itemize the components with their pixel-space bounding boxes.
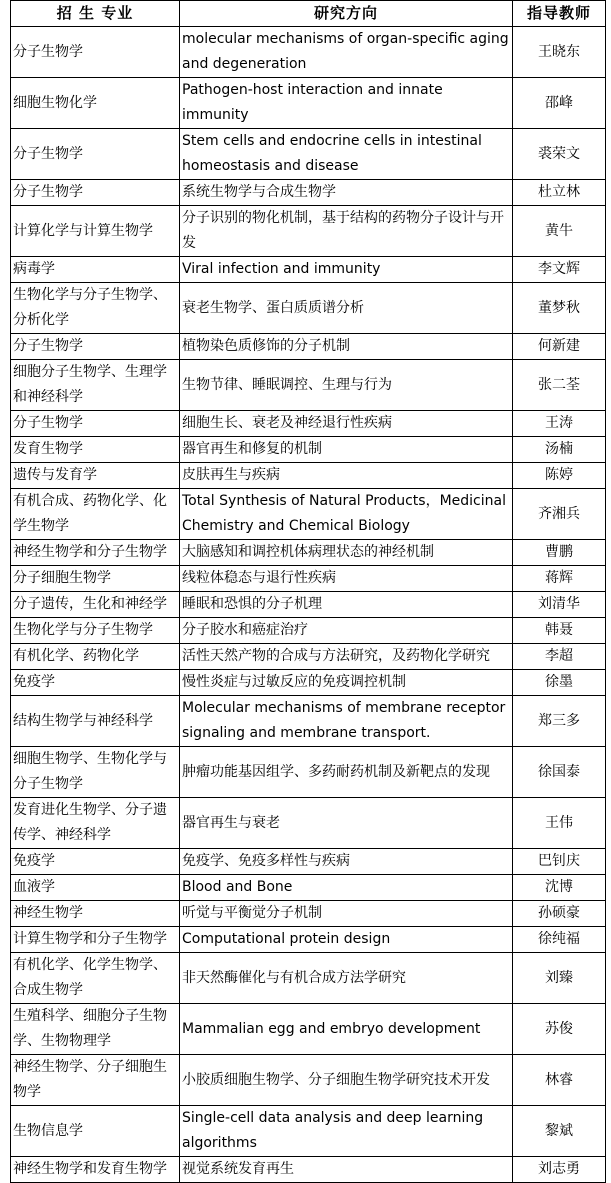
header-direction: 研究方向 <box>180 1 513 27</box>
direction-cell: 线粒体稳态与退行性疾病 <box>180 566 513 592</box>
teacher-cell: 刘清华 <box>513 592 606 618</box>
major-cell: 神经生物学 <box>11 901 180 927</box>
major-cell: 发育进化生物学、分子遗传学、神经科学 <box>11 798 180 849</box>
major-cell: 发育生物学 <box>11 437 180 463</box>
teacher-cell: 林睿 <box>513 1055 606 1106</box>
table-row <box>11 1055 606 1106</box>
teacher-cell: 郑三多 <box>513 696 606 747</box>
major-cell: 分子生物学 <box>11 334 180 360</box>
teacher-cell: 苏俊 <box>513 1004 606 1055</box>
major-cell: 有机化学、药物化学 <box>11 644 180 670</box>
teacher-cell: 孙硕豪 <box>513 901 606 927</box>
major-cell: 分子生物学 <box>11 180 180 206</box>
teacher-cell: 何新建 <box>513 334 606 360</box>
teacher-cell: 张二荃 <box>513 360 606 411</box>
major-cell: 分子遗传，生化和神经学 <box>11 592 180 618</box>
major-cell: 有机化学、化学生物学、合成生物学 <box>11 953 180 1004</box>
direction-cell: 肿瘤功能基因组学、多药耐药机制及新靶点的发现 <box>180 747 513 798</box>
direction-cell: 衰老生物学、蛋白质质谱分析 <box>180 283 513 334</box>
faculty-table <box>10 0 606 1183</box>
table-row <box>11 875 606 901</box>
direction-cell: Computational protein design <box>180 927 513 953</box>
direction-cell: 分子识别的物化机制，基于结构的药物分子设计与开发 <box>180 206 513 257</box>
table-row <box>11 180 606 206</box>
table-row <box>11 670 606 696</box>
table-body <box>11 27 606 1183</box>
direction-cell: Pathogen-host interaction and innate immunity <box>180 78 513 129</box>
table-row <box>11 901 606 927</box>
teacher-cell: 邵峰 <box>513 78 606 129</box>
table-row <box>11 1004 606 1055</box>
table-row <box>11 747 606 798</box>
table-row <box>11 283 606 334</box>
table-row <box>11 592 606 618</box>
teacher-cell: 李文辉 <box>513 257 606 283</box>
major-cell: 神经生物学和发育生物学 <box>11 1157 180 1183</box>
teacher-cell: 徐国泰 <box>513 747 606 798</box>
direction-cell: 大脑感知和调控机体病理状态的神经机制 <box>180 540 513 566</box>
major-cell: 血液学 <box>11 875 180 901</box>
teacher-cell: 李超 <box>513 644 606 670</box>
table-row <box>11 489 606 540</box>
major-cell: 生物化学与分子生物学 <box>11 618 180 644</box>
major-cell: 生物信息学 <box>11 1106 180 1157</box>
teacher-cell: 王伟 <box>513 798 606 849</box>
table-row <box>11 411 606 437</box>
teacher-cell: 黎斌 <box>513 1106 606 1157</box>
header-major: 招 生 专业 <box>11 1 180 27</box>
major-cell: 遗传与发育学 <box>11 463 180 489</box>
table-row <box>11 696 606 747</box>
table-row <box>11 1106 606 1157</box>
table-row <box>11 334 606 360</box>
table-row <box>11 360 606 411</box>
direction-cell: 系统生物学与合成生物学 <box>180 180 513 206</box>
major-cell: 生物化学与分子生物学、分析化学 <box>11 283 180 334</box>
direction-cell: Viral infection and immunity <box>180 257 513 283</box>
table-row <box>11 27 606 78</box>
table-row <box>11 206 606 257</box>
direction-cell: 睡眠和恐惧的分子机理 <box>180 592 513 618</box>
teacher-cell: 董梦秋 <box>513 283 606 334</box>
direction-cell: 听觉与平衡觉分子机制 <box>180 901 513 927</box>
teacher-cell: 汤楠 <box>513 437 606 463</box>
direction-cell: molecular mechanisms of organ-specific aging and degeneration <box>180 27 513 78</box>
direction-cell: Stem cells and endocrine cells in intestinal homeostasis and disease <box>180 129 513 180</box>
header-row <box>11 1 606 27</box>
teacher-cell: 陈婷 <box>513 463 606 489</box>
direction-cell: 小胶质细胞生物学、分子细胞生物学研究技术开发 <box>180 1055 513 1106</box>
direction-cell: Molecular mechanisms of membrane receptor signaling and membrane transport. <box>180 696 513 747</box>
table-row <box>11 927 606 953</box>
direction-cell: 生物节律、睡眠调控、生理与行为 <box>180 360 513 411</box>
direction-cell: 慢性炎症与过敏反应的免疫调控机制 <box>180 670 513 696</box>
major-cell: 分子细胞生物学 <box>11 566 180 592</box>
teacher-cell: 徐墨 <box>513 670 606 696</box>
direction-cell: 细胞生长、衰老及神经退行性疾病 <box>180 411 513 437</box>
direction-cell: 植物染色质修饰的分子机制 <box>180 334 513 360</box>
table-row <box>11 798 606 849</box>
direction-cell: 活性天然产物的合成与方法研究，及药物化学研究 <box>180 644 513 670</box>
table-row <box>11 953 606 1004</box>
major-cell: 细胞生物化学 <box>11 78 180 129</box>
table-row <box>11 257 606 283</box>
major-cell: 生殖科学、细胞分子生物学、生物物理学 <box>11 1004 180 1055</box>
direction-cell: 器官再生与衰老 <box>180 798 513 849</box>
major-cell: 分子生物学 <box>11 129 180 180</box>
teacher-cell: 曹鹏 <box>513 540 606 566</box>
teacher-cell: 裘荣文 <box>513 129 606 180</box>
major-cell: 结构生物学与神经科学 <box>11 696 180 747</box>
direction-cell: 非天然酶催化与有机合成方法学研究 <box>180 953 513 1004</box>
major-cell: 神经生物学、分子细胞生物学 <box>11 1055 180 1106</box>
table-row <box>11 437 606 463</box>
teacher-cell: 王涛 <box>513 411 606 437</box>
table-row <box>11 618 606 644</box>
direction-cell: 器官再生和修复的机制 <box>180 437 513 463</box>
direction-cell: Single-cell data analysis and deep learning algorithms <box>180 1106 513 1157</box>
teacher-cell: 巴钊庆 <box>513 849 606 875</box>
major-cell: 分子生物学 <box>11 27 180 78</box>
major-cell: 病毒学 <box>11 257 180 283</box>
major-cell: 免疫学 <box>11 670 180 696</box>
major-cell: 计算化学与计算生物学 <box>11 206 180 257</box>
direction-cell: Blood and Bone <box>180 875 513 901</box>
table-row <box>11 1157 606 1183</box>
table-row <box>11 849 606 875</box>
table-row <box>11 644 606 670</box>
direction-cell: 视觉系统发育再生 <box>180 1157 513 1183</box>
major-cell: 计算生物学和分子生物学 <box>11 927 180 953</box>
direction-cell: 分子胶水和癌症治疗 <box>180 618 513 644</box>
teacher-cell: 黄牛 <box>513 206 606 257</box>
teacher-cell: 沈博 <box>513 875 606 901</box>
teacher-cell: 刘臻 <box>513 953 606 1004</box>
direction-cell: 皮肤再生与疾病 <box>180 463 513 489</box>
teacher-cell: 韩聂 <box>513 618 606 644</box>
teacher-cell: 齐湘兵 <box>513 489 606 540</box>
teacher-cell: 蒋辉 <box>513 566 606 592</box>
major-cell: 分子生物学 <box>11 411 180 437</box>
direction-cell: Total Synthesis of Natural Products，Medicinal Chemistry and Chemical Biology <box>180 489 513 540</box>
major-cell: 细胞分子生物学、生理学和神经科学 <box>11 360 180 411</box>
teacher-cell: 王晓东 <box>513 27 606 78</box>
major-cell: 有机合成、药物化学、化学生物学 <box>11 489 180 540</box>
table-row <box>11 129 606 180</box>
table-row <box>11 463 606 489</box>
table-row <box>11 540 606 566</box>
table-row <box>11 78 606 129</box>
teacher-cell: 杜立林 <box>513 180 606 206</box>
table-row <box>11 566 606 592</box>
header-teacher: 指导教师 <box>513 1 606 27</box>
major-cell: 细胞生物学、生物化学与分子生物学 <box>11 747 180 798</box>
teacher-cell: 刘志勇 <box>513 1157 606 1183</box>
direction-cell: 免疫学、免疫多样性与疾病 <box>180 849 513 875</box>
teacher-cell: 徐纯福 <box>513 927 606 953</box>
major-cell: 免疫学 <box>11 849 180 875</box>
direction-cell: Mammalian egg and embryo development <box>180 1004 513 1055</box>
major-cell: 神经生物学和分子生物学 <box>11 540 180 566</box>
